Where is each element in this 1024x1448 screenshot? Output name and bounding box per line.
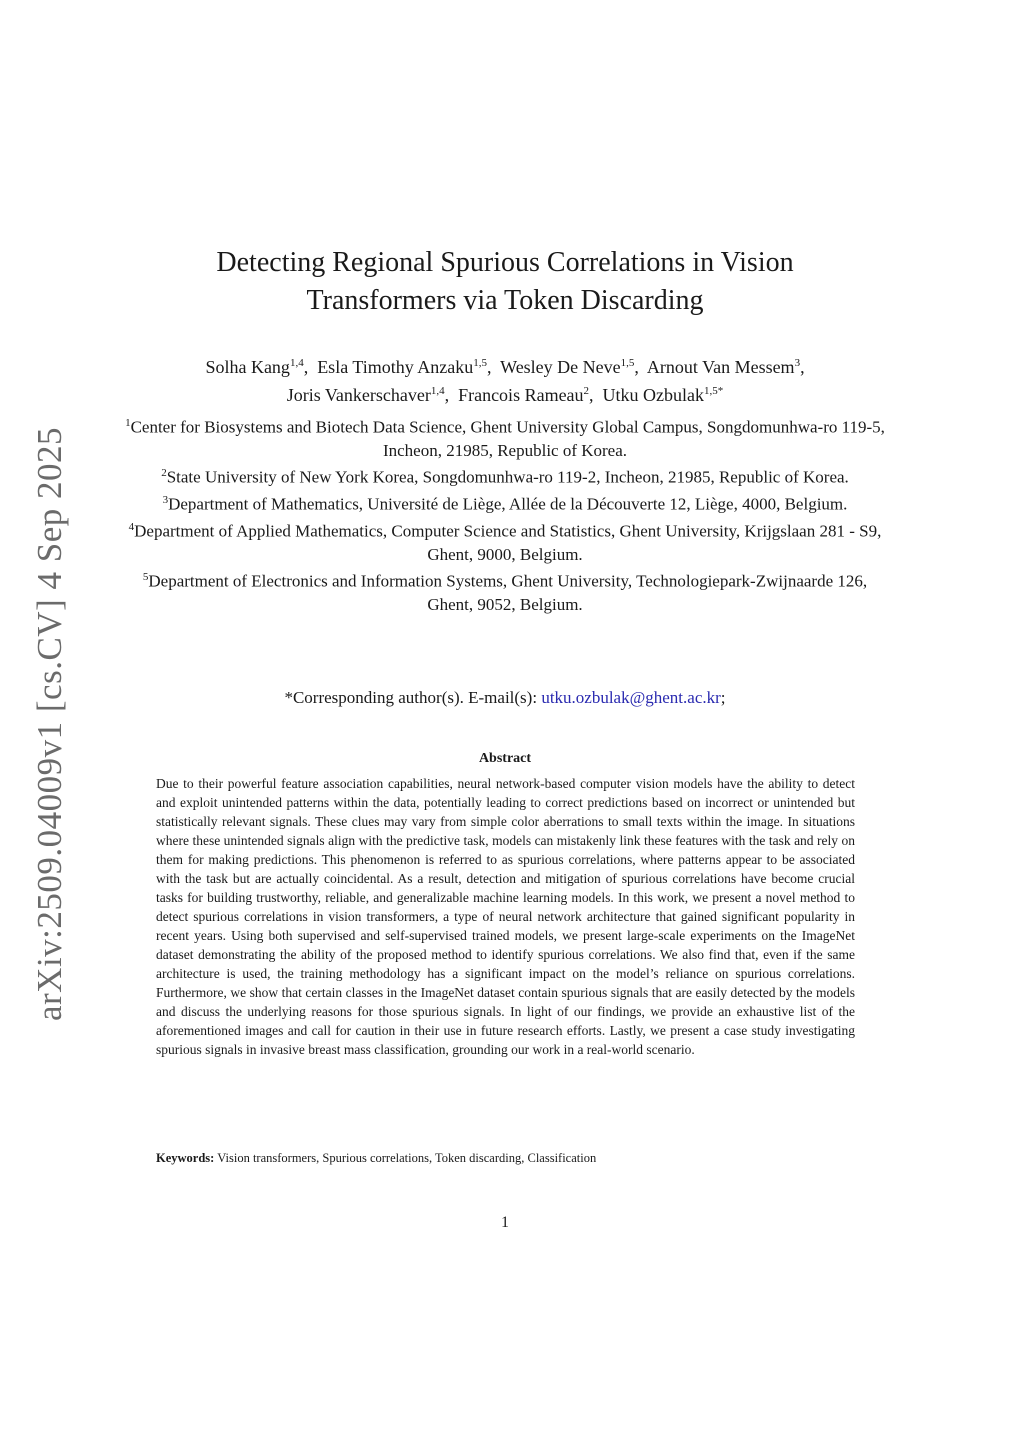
keywords-line (156, 1149, 855, 1167)
affiliation-text: Department of Mathematics, Université de Liège, Allée de la Découverte 12, Liège, 4000, Belgium. (168, 494, 848, 514)
author-affiliation-marker: 1,4 (289, 357, 304, 369)
author-name: Solha Kang (205, 357, 290, 377)
author-affiliation-marker: 1,4 (430, 385, 445, 397)
abstract-body: Due to their powerful feature association capabilities, neural network-based computer vision models have the ability to detect and exploit unintended patterns within the data, potentially leading to correct predictions based on incorrect or unintended but statistically relevant signals. These clues may vary from simple color aberrations to small texts within the image. In situations where these unintended signals align with the predictive task, models can mistakenly link these features with the task and rely on them for making predictions. This phenomenon is referred to as spurious correlations, where patterns appear to be associated with the task but are actually coincidental. As a result, detection and mitigation of spurious correlations have become crucial tasks for building trustworthy, reliable, and generalizable machine learning models. In this work, we present a novel method to detect spurious correlations in vision transformers, a type of neural network architecture that gained significant popularity in recent years. Using both supervised and self-supervised trained models, we present large-scale experiments on the ImageNet dataset demonstrating the ability of the proposed method to identify spurious correlations. We also find that, even if the same architecture is used, the training methodology has a significant impact on the model’s reliance on spurious correlations. Furthermore, we show that certain classes in the ImageNet dataset contain spurious signals that are easily detected by the models and discuss the underlying reasons for those spurious signals. In light of our findings, we provide an exhaustive list of the aforementioned images and call for caution in their use in future research efforts. Lastly, we present a case study investigating spurious signals in invasive breast mass classification, grounding our work in a real-world scenario. (156, 776, 855, 1057)
affiliation-number: 5 (142, 571, 149, 584)
affiliation-text: Center for Biosystems and Biotech Data Science, Ghent University Global Campus, Songdomunhwa-ro 119-5, Incheon, 21985, Republic of Korea. (130, 417, 885, 460)
affiliation-item (120, 566, 890, 616)
author-affiliation-marker: 1,5 (620, 357, 635, 369)
author-name: Esla Timothy Anzaku (317, 357, 474, 377)
affiliation-text: State University of New York Korea, Songdomunhwa-ro 119-2, Incheon, 21985, Republic of Korea. (166, 467, 849, 487)
title-line-2: Transformers via Token Discarding (306, 285, 704, 316)
affiliation-item (120, 489, 890, 516)
corresponding-prefix: *Corresponding author(s). E-mail(s): (284, 688, 542, 707)
author-name: Wesley De Neve (500, 357, 621, 377)
page-number: 1 (501, 1214, 509, 1231)
abstract-heading: Abstract (478, 751, 532, 766)
title-line-1: Detecting Regional Spurious Correlations in Vision (216, 247, 794, 278)
arxiv-identifier-text: arXiv:2509.04009v1 [cs.CV] 4 Sep 2025 (30, 426, 70, 1022)
author-line-2: Joris Vankerschaver$^{1,4}$, Francois Rameau$^2$, Utku Ozbulak$^{1,5*}$ (286, 385, 724, 405)
affiliation-item (120, 516, 890, 566)
affiliation-text: Department of Applied Mathematics, Computer Science and Statistics, Ghent University, Krijgslaan 281 - S9, Ghent, 9000, Belgium. (134, 521, 882, 565)
affiliation-number: 1 (125, 417, 131, 429)
author-list (120, 351, 890, 407)
affiliation-number: 3 (162, 494, 169, 507)
corresponding-suffix: ; (720, 688, 726, 707)
corresponding-author-note (120, 686, 890, 710)
keywords-label: Keywords: (156, 1151, 215, 1165)
author-affiliation-marker: 2 (583, 385, 590, 397)
author-name: Utku Ozbulak (602, 385, 705, 405)
author-affiliation-marker: 1,5* (704, 385, 724, 397)
author-name: Francois Rameau (458, 385, 584, 405)
affiliation-item (120, 412, 890, 462)
affiliation-number: 4 (128, 521, 135, 534)
author-line-1: Solha Kang$^{1,4}$, Esla Timothy Anzaku$^{1,5}$, Wesley De Neve$^{1,5}$, Arnout Van Messem$^3$, (205, 357, 805, 377)
arxiv-identifier-stamp (26, 426, 74, 1022)
author-affiliation-marker: 1,5 (473, 357, 487, 369)
affiliation-number: 2 (161, 467, 167, 480)
paper-title (130, 244, 880, 320)
author-name: Joris Vankerschaver (286, 385, 431, 405)
author-name: Arnout Van Messem (646, 357, 795, 377)
corresponding-email-link[interactable]: utku.ozbulak@ghent.ac.kr (541, 688, 721, 707)
affiliation-text: Department of Electronics and Information Systems, Ghent University, Technologiepark-Zwijnaarde 126, Ghent, 9052, Belgium. (148, 572, 868, 615)
author-affiliation-marker: 3 (794, 357, 801, 369)
keywords-text: Vision transformers, Spurious correlations, Token discarding, Classification (217, 1151, 597, 1165)
affiliation-item (120, 462, 890, 489)
affiliation-list (120, 412, 890, 617)
